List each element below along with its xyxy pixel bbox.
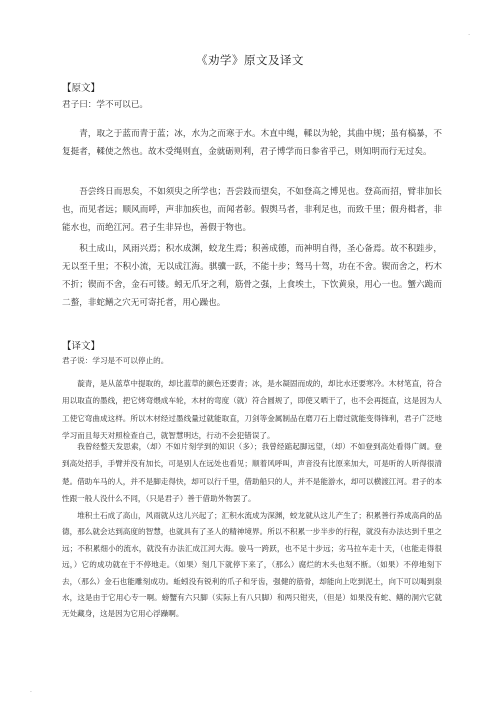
translation-section-label: 【译文】 (62, 341, 101, 352)
document-title: 《劝学》原文及译文 (196, 53, 304, 67)
translation-paragraph-3: 我曾经整天发思索，（却）不如片刻学到的知识（多）；我曾经踮起脚远望，（却）不如登到高处看得广阔。登到高处招手，手臂并没有加长，可是别人在远处也看见；顺着风呼叫，声音没有比原来加大，可是听的人听得很清楚。借助车马的人，并不是脚走得快，却可以行千里，借助船只的人，并不是能游水，却可以横渡江河。君子的本性跟一般人没什么不同，（只是君子）善于借助外物罢了。 (62, 442, 442, 503)
footer-mark: . (30, 687, 32, 694)
original-paragraph-3: 吾尝终日而思矣，不如须臾之所学也；吾尝跂而望矣，不如登高之博见也。登高而招，臂非加长也，而见者远；顺风而呼，声非加疾也，而闻者彰。假舆马者，非利足也，而致千里；假舟楫者，非能水也，而绝江河。君子生非异也，善假于物也。 (62, 187, 442, 233)
translation-paragraph-1: 君子说：学习是不可以停止的。 (62, 356, 169, 365)
original-paragraph-4: 积土成山，风雨兴焉；积水成渊，蛟龙生焉；积善成德，而神明自得，圣心备焉。故不积跬步，无以至千里；不积小流，无以成江海。骐骥一跃，不能十步；驽马十驾，功在不舍。锲而舍之，朽木不折；锲而不舍，金石可镂。蚓无爪牙之利，筋骨之强，上食埃土，下饮黄泉，用心一也。蟹六跪而二螯，非蛇鳝之穴无可寄托者，用心躁也。 (62, 244, 442, 308)
translation-paragraph-2: 靛青，是从蓝草中提取的，却比蓝草的颜色还要青；冰，是水凝固而成的，却比水还要寒冷。木材笔直，符合用以取直的墨线，把它烤弯煨成车轮，木材的弯度（就）符合圆规了，即使又晒干了，也不会再挺直，这是因为人工使它弯曲成这样。所以木材经过墨线量过就能取直，刀剑等金属制品在磨刀石上磨过就能变得锋利，君子广泛地学习而且每天对照检查自己，就智慧明达，行动不会犯错误了。 (62, 379, 442, 440)
corner-mark: . (468, 30, 470, 37)
original-section-label: 【原文】 (62, 83, 101, 94)
translation-paragraph-4: 堆积土石成了高山，风雨就从这儿兴起了；汇积水流成为深渊，蛟龙就从这儿产生了；积累善行养成高尚的品德，那么就会达到高度的智慧，也就具有了圣人的精神境界。所以不积累一步半步的行程，就没有办法达到千里之远；不积累细小的流水，就没有办法汇成江河大海。骏马一跨跃，也不足十步远；劣马拉车走十天，（也能走得很远，）它的成功就在于不停地走。（如果）刻几下就停下来了，（那么）腐烂的木头也刻不断。（如果）不停地刻下去，（那么）金石也能雕刻成功。蚯蚓没有锐利的爪子和牙齿，强健的筋骨，却能向上吃到泥土，向下可以喝到泉水，这是由于它用心专一啊。螃蟹有六只脚（实际上有八只脚）和两只钳夹，（但是）如果没有蛇、鳝的洞穴它就无处藏身，这是因为它用心浮躁啊。 (62, 511, 442, 619)
original-paragraph-1: 君子曰：学不可以已。 (62, 100, 148, 110)
original-paragraph-2: 青，取之于蓝而青于蓝；冰，水为之而寒于水。木直中绳，輮以为轮，其曲中规；虽有槁暴，不复挺者，輮使之然也。故木受绳则直，金就砺则利，君子博学而日参省乎己，则知明而行无过矣。 (62, 129, 442, 157)
